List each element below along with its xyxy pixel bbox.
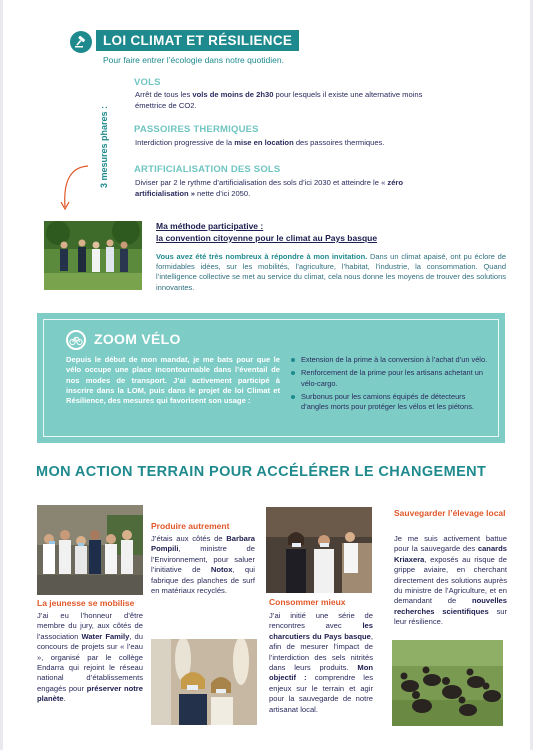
list-item: Surbonus pour les camions équipés de détecteurs d’angles morts pour protéger les vélos et les piétons. <box>290 392 494 413</box>
zoom-list <box>290 355 494 415</box>
breeding-text: Je me suis activement battue pour la sauvegarde des canards Kriaxera, exposés au risque de grippe aviaire, en cherchant directement des solutions auprès du ministre de l’Agriculture, et en demandant de nouvelles recherches scientifiques sur leur résilience. <box>394 534 507 627</box>
ducks-photo <box>392 640 503 726</box>
page-title: LOI CLIMAT ET RÉSILIENCE <box>96 30 299 51</box>
consume-text: J’ai initié une série de rencontres avec les charcutiers du Pays basque, afin de mesurer l’impact de l’interdiction des sels nitrités dans leurs produits. Mon objectif : comprendre les enjeux sur le terrain et agir pour la sauvegarde de notre artisanat local. <box>269 611 373 714</box>
bicycle-icon <box>66 330 86 350</box>
caption-breeding: Sauvegarder l’élevage local <box>394 508 506 518</box>
zoom-title: ZOOM VÉLO <box>94 331 181 347</box>
zoom-intro: Depuis le début de mon mandat, je me bats pour que le vélo occupe une place incontournable dans l’éventail de nos modes de transport. J’ai activement participé à inscrire dans la LOM, puis dans le projet de loi Climat et Résilience, des mesures qui favorisent son usage : <box>66 355 280 406</box>
surfboard-visit-photo <box>151 639 257 725</box>
youth-text: J’ai eu l’honneur d’être membre du jury, aux côtés de l’association Water Family, du concours de projets sur « l’eau », organisé par le collège Endarra qui rejoint le réseau national d’établissements engagés pour préserver notre planète. <box>37 611 143 704</box>
convention-group-photo <box>44 221 142 290</box>
measure-text: Diviser par 2 le rythme d’artificialisation des sols d’ici 2030 et atteindre le « zéro artificialisation » nette d’ici 2050. <box>135 178 404 198</box>
youth-jury-photo <box>37 505 143 595</box>
measure-heading: PASSOIRES THERMIQUES <box>134 124 259 135</box>
vertical-label: 3 mesures phares : <box>99 105 109 188</box>
measure-heading: VOLS <box>134 77 161 88</box>
caption-youth: La jeunesse se mobilise <box>37 598 135 608</box>
measure-text: Interdiction progressive de la mise en location des passoires thermiques. <box>135 138 385 147</box>
produce-text: J’étais aux côtés de Barbara Pompili, ministre de l’Environnement, pour saluer l’initiative de Notox, qui fabrique des planches de surf en matériaux recyclés. <box>151 534 255 596</box>
page-subtitle: Pour faire entrer l’écologie dans notre quotidien. <box>103 55 284 65</box>
caption-produce: Produire autrement <box>151 521 230 531</box>
list-item: Renforcement de la prime pour les artisans achetant un vélo-cargo. <box>290 368 494 389</box>
participative-text: Vous avez été très nombreux à répondre à mon invitation. Dans un climat apaisé, ont pu éclore de formidables idées, sur les mobilités, l’agriculture, l’habitat, l’industrie, la consommation. Quand l’intelligence collective se met au service du climat, cela nous donne les moyens de trouver des solutions innovantes. <box>156 252 506 292</box>
caption-consume: Consommer mieux <box>269 597 346 607</box>
measure-text: Arrêt de tous les vols de moins de 2h30 pour lesquels il existe une alternative moins émettrice de CO2. <box>135 90 423 110</box>
charcutiers-photo <box>266 507 372 593</box>
list-item: Extension de la prime à la conversion à l’achat d’un vélo. <box>290 355 494 365</box>
curved-arrow-icon <box>58 163 90 213</box>
participative-title: Ma méthode participative : la convention citoyenne pour le climat au Pays basque <box>156 221 378 243</box>
measure-heading: ARTIFICIALISATION DES SOLS <box>134 164 281 175</box>
section-title: MON ACTION TERRAIN POUR ACCÉLÉRER LE CHANGEMENT <box>36 464 487 480</box>
gavel-icon <box>70 31 92 53</box>
